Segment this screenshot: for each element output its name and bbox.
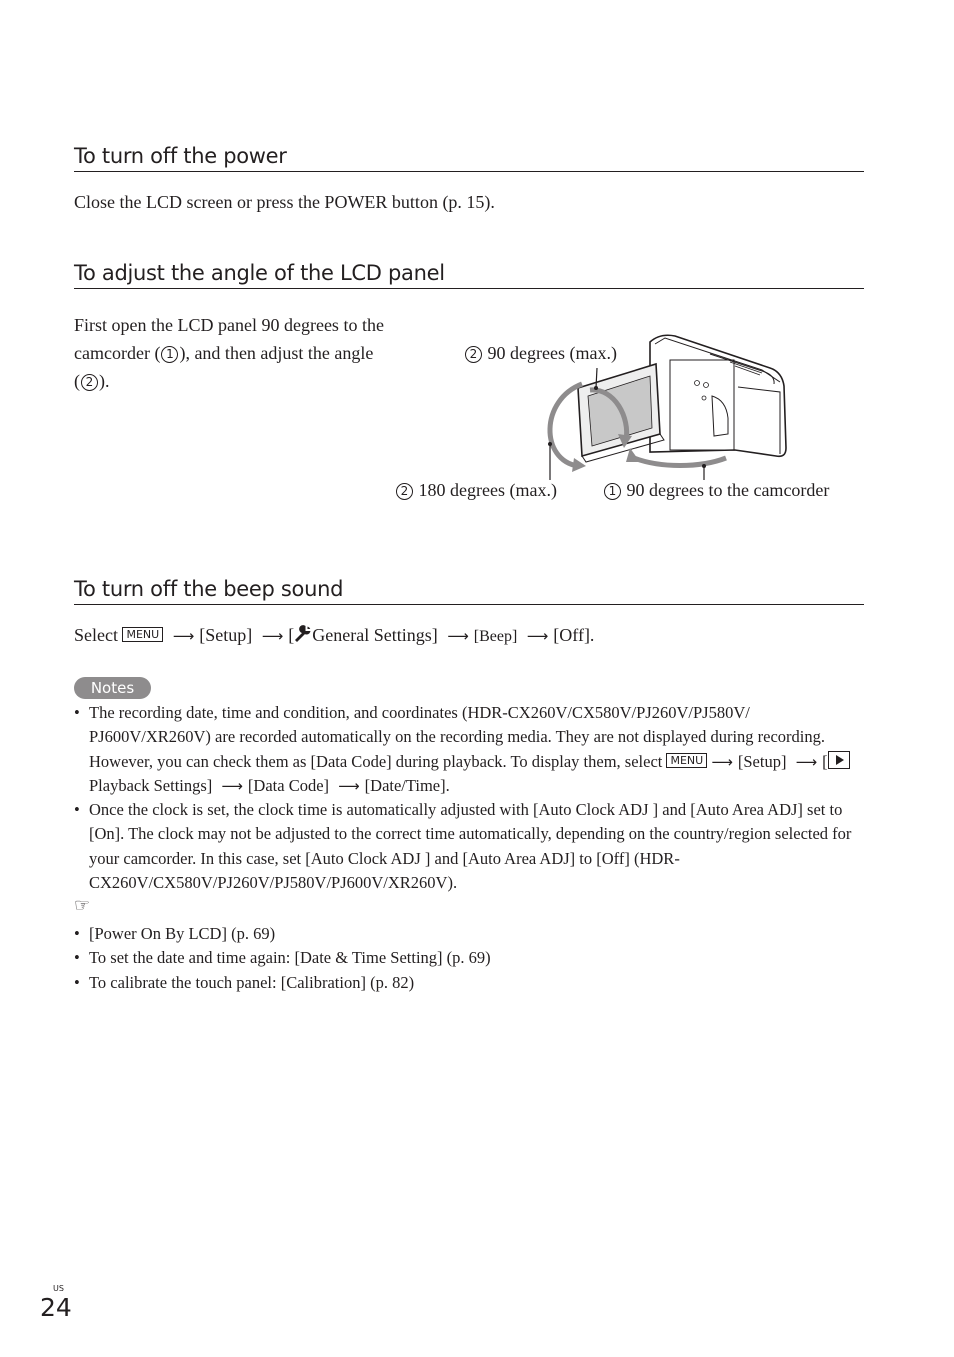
heading-turn-off-power: To turn off the power [74, 144, 864, 172]
bullet: • [74, 924, 80, 943]
rotate-arrow-90-camcorder [634, 458, 726, 466]
notes-badge: Notes [74, 677, 151, 699]
step-2-icon: 2 [396, 483, 413, 500]
heading-adjust-lcd-angle: To adjust the angle of the LCD panel [74, 261, 864, 289]
arrow-icon: ⟶ [711, 752, 733, 771]
arrow-icon: ⟶ [172, 627, 195, 645]
menu-button-icon: MENU [122, 627, 163, 642]
arrow-icon: ⟶ [338, 776, 360, 795]
step-2-icon: 2 [81, 374, 98, 391]
reference-item-2: • To set the date and time again: [Date & Time Setting] (p. 69) [74, 946, 864, 970]
arrow-icon: ⟶ [447, 627, 469, 645]
reference-item-3: • To calibrate the touch panel: [Calibration] (p. 82) [74, 971, 864, 995]
turn-off-power-text: Close the LCD screen or press the POWER button (p. 15). [74, 192, 495, 212]
bullet: • [74, 800, 80, 820]
label-90-degrees-max: 2 90 degrees (max.) [464, 343, 617, 364]
reference-list [74, 922, 864, 995]
page-number: 24 [40, 1293, 72, 1322]
heading-turn-off-beep: To turn off the beep sound [74, 577, 864, 605]
wrench-icon [294, 625, 312, 643]
beep-menu-path: Select MENU ⟶ [Setup] ⟶ [ General Settings] ⟶ [Beep] ⟶ [Off]. [74, 621, 594, 651]
reference-item-1: • [Power On By LCD] (p. 69) [74, 922, 864, 946]
reference-icon: ☞ [74, 895, 91, 916]
arrow-icon: ⟶ [261, 627, 284, 645]
step-1-icon: 1 [161, 346, 178, 363]
playback-icon [828, 751, 850, 769]
arrow-icon: ⟶ [526, 627, 549, 645]
instruction-line-3: ( 2 ). [74, 371, 110, 391]
note-item-1: • The recording date, time and condition, and coordinates (HDR-CX260V/CX580V/PJ260V/PJ580V/ PJ600V/XR260V) are recorded automatically on the recording media. They are not displayed during recording. However, you can check them as [Data Code] during playback. To display them, select MENU ⟶ [Setup] ⟶ [Playback Settings] ⟶ [Data Code] ⟶ [Date/Time]. [74, 701, 864, 798]
notes-list [74, 701, 864, 895]
bullet: • [74, 703, 80, 722]
page-region: US [53, 1284, 64, 1293]
bullet: • [74, 972, 80, 992]
menu-button-icon: MENU [666, 753, 707, 768]
label-180-degrees-max: 2 180 degrees (max.) [395, 480, 557, 501]
instruction-line-2: camcorder ( 1 ), and then adjust the angle [74, 343, 374, 363]
arrow-icon: ⟶ [795, 752, 818, 771]
instruction-line-1: First open the LCD panel 90 degrees to the [74, 315, 384, 335]
bullet: • [74, 948, 80, 968]
step-2-icon: 2 [465, 346, 482, 363]
rotate-arrow-180 [550, 384, 582, 466]
arrow-icon: ⟶ [221, 776, 243, 795]
note-item-2: • Once the clock is set, the clock time is automatically adjusted with [Auto Clock ADJ ] and [Auto Area ADJ] set to [On]. The clock may not be adjusted to the correct time automatically, depending on the country/region selected for your camcorder. In this case, set [Auto Clock ADJ ] and [Auto Area ADJ] to [Off] (HDR-CX260V/CX580V/PJ260V/PJ580V/PJ600V/XR260V). [74, 800, 852, 893]
adjust-lcd-instructions [74, 311, 444, 395]
label-90-degrees-camcorder: 1 90 degrees to the camcorder [603, 480, 829, 501]
step-1-icon: 1 [604, 483, 621, 500]
